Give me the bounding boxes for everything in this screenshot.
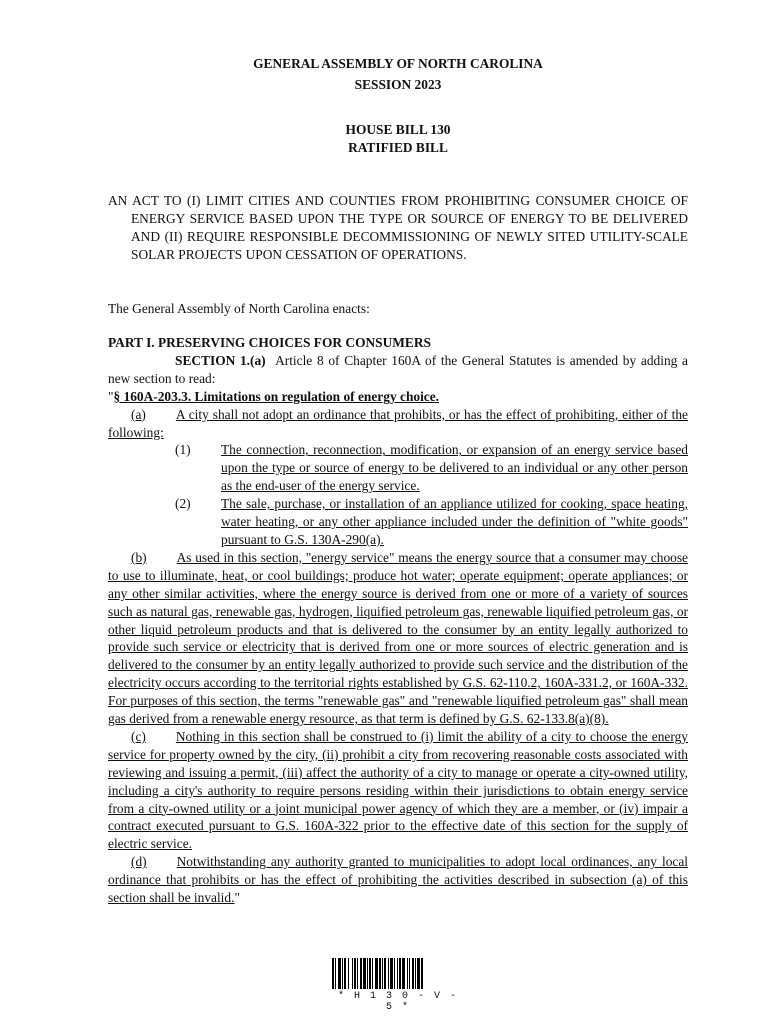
item-2 <box>108 495 688 549</box>
subsection-d-text: Notwithstanding any authority granted to municipalities to adopt local ordinances, any local ordinance that prohibits or has the effect of prohibiting the activities described in subsection (a) of this section shall be invalid. <box>108 854 688 906</box>
subsection-d <box>108 853 688 907</box>
item-1-number: (1) <box>175 442 191 458</box>
item-1-text: The connection, reconnection, modification, or expansion of an energy service based upon the type or source of energy to be delivered to an individual or any other person as the end-user of the energy service. <box>221 442 688 494</box>
subsection-b-text: As used in this section, "energy service" means the energy source that a consumer may choose to use to illuminate, heat, or cool buildings; produce hot water; operate equipment; operate appliances; or any other similar activities, where the energy source is derived from one or more of a variety of sources such as natural gas, renewable gas, hydrogen, liquified petroleum gas, renewable liquified petroleum gas, or other liquid petroleum products and that is delivered to the consumer by an entity legally authorized to provide such service or electricity that is derived from one or more sources of electric generation and is delivered to the consumer by an entity legally authorized to provide such service and the distribution of the electricity occurs according to the territorial rights established by G.S. 62-110.2, 160A-331.2, or 160A-332. For purposes of this section, the terms "renewable gas" and "renewable liquified petroleum gas" shall mean gas derived from a renewable energy resource, as that term is defined by G.S. 62-133.8(a)(8). <box>108 549 688 727</box>
subsection-c-label: (c) <box>131 728 146 744</box>
assembly-name: GENERAL ASSEMBLY OF NORTH CAROLINA <box>253 56 543 71</box>
subsection-a-text: A city shall not adopt an ordinance that prohibits, or has the effect of prohibiting, either of the following: <box>108 406 688 440</box>
statute-heading-line <box>108 388 688 406</box>
open-quote: " <box>108 388 114 404</box>
part-heading: PART I. PRESERVING CHOICES FOR CONSUMERS <box>108 335 431 350</box>
enacts-text: The General Assembly of North Carolina enacts: <box>108 301 370 316</box>
section-text: Article 8 of Chapter 160A of the General Statutes is amended by adding a new section to read: <box>108 352 688 386</box>
subsection-c <box>108 728 688 853</box>
barcode <box>332 958 464 989</box>
subsection-b <box>108 549 688 728</box>
statute-heading: § 160A-203.3. Limitations on regulation of energy choice. <box>113 388 440 404</box>
section-label: SECTION 1.(a) <box>175 352 266 368</box>
bill-status: RATIFIED BILL <box>348 140 448 155</box>
close-quote: " <box>234 890 240 906</box>
item-2-text: The sale, purchase, or installation of an appliance utilized for cooking, space heating, water heating, or any other appliance included under the definition of "white goods" pursuant to G.S. 130A-290(a). <box>221 496 688 547</box>
act-title-text: AN ACT TO (I) LIMIT CITIES AND COUNTIES FROM PROHIBITING CONSUMER CHOICE OF ENERGY SERVICE BASED UPON THE TYPE OR SOURCE OF ENERGY TO BE DELIVERED AND (II) REQUIRE RESPONSIBLE DECOMMISSIONING OF NEWLY SITED UTILITY-SCALE SOLAR PROJECTS UPON CESSATION OF OPERATIONS. <box>108 193 688 262</box>
bill-number: HOUSE BILL 130 <box>345 122 451 137</box>
item-2-number: (2) <box>175 496 191 512</box>
barcode-stripe <box>423 958 424 989</box>
item-1 <box>108 441 688 495</box>
enacting-clause <box>108 300 688 318</box>
subsection-a-label: (a) <box>131 406 146 422</box>
part-one <box>108 334 688 907</box>
section-intro <box>108 352 688 388</box>
subsection-b-label: (b) <box>131 549 147 565</box>
session-label: SESSION 2023 <box>354 77 442 92</box>
subsection-d-label: (d) <box>131 854 147 870</box>
barcode-text: * H 1 3 0 - V - 5 * <box>337 991 458 1013</box>
subsection-a <box>108 406 688 442</box>
act-title <box>108 192 688 264</box>
subsection-c-text: Nothing in this section shall be construed to (i) limit the ability of a city to choose the energy service for property owned by the city, (ii) prohibit a city from recovering reasonable costs associated with reviewing and issuing a permit, (iii) affect the authority of a city to manage or operate a city-owned utility, including a city's authority to require persons residing within their jurisdictions to obtain energy service from a city-owned utility or a joint municipal power agency of which they are a member, or (iv) impair a contract executed pursuant to G.S. 160A-322 prior to the effective date of this section for the supply of electric service. <box>108 728 688 852</box>
